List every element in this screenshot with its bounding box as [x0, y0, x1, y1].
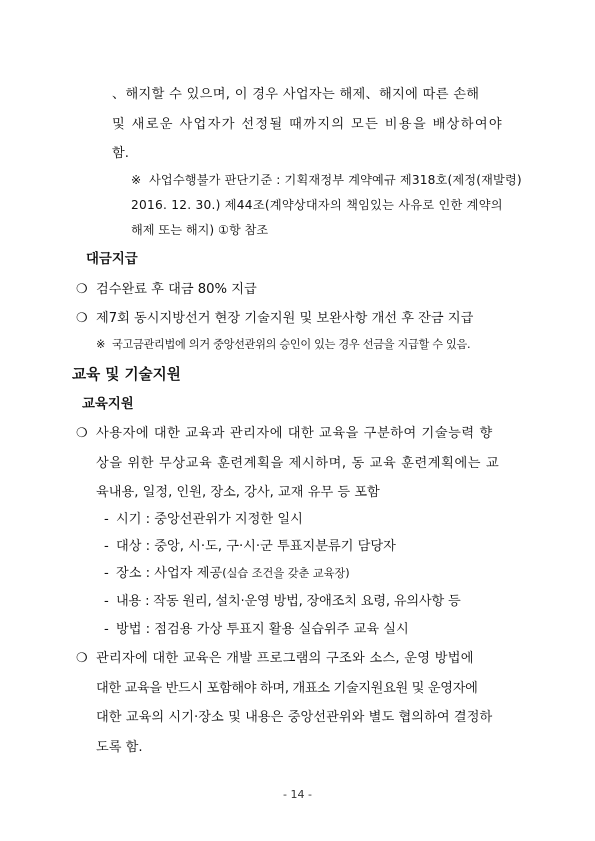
edu-detail-item: 시기 : 중앙선관위가 지정한 일시	[116, 512, 303, 527]
page-number: - 14 -	[283, 788, 312, 801]
edu-detail-item: 내용 : 작동 원리, 설치·운영 방법, 장애조치 요령, 유의사항 등	[116, 594, 461, 609]
section-heading-payment: 대금지급	[86, 252, 138, 267]
edu-line	[96, 651, 552, 667]
edu-line: 육내용, 일정, 인원, 장소, 강사, 교재 유무 등 포함	[96, 485, 380, 500]
text: 관리자에 대한 교육은 개발 프로그램의 구조와 소스, 운영 방법에	[96, 651, 474, 666]
subsection-heading-education-support: 교육지원	[82, 397, 134, 412]
edu-line: 도록 함.	[96, 740, 143, 755]
edu-detail-item	[116, 566, 350, 582]
note-line: 사업수행불가 판단기준 : 기획재정부 계약예규 제318호(제정(재발령)	[149, 173, 522, 187]
section-heading-education: 교육 및 기술지원	[72, 366, 181, 383]
bullet-icon: ❍	[76, 651, 88, 666]
text-small: (실습 조건을 갖춘 교육장)	[222, 567, 350, 580]
edu-line: 대한 교육의 시기·장소 및 내용은 중앙선관위와 별도 협의하여 결정하	[96, 710, 493, 725]
text: 、해지할 수 있으며, 이 경우 사업자는 해제、해지에 따른 손해	[112, 87, 480, 102]
dash-mark: -	[104, 566, 109, 581]
edu-detail-item: 대상 : 중앙, 시·도, 구·시·군 투표지분류기 담당자	[116, 539, 396, 554]
bullet-icon: ❍	[76, 282, 88, 297]
note-mark: ※	[96, 338, 106, 351]
bullet-icon: ❍	[76, 426, 88, 441]
body-line: 및 새로운 사업자가 선정될 때까지의 모든 비용을 배상하여야	[112, 117, 504, 132]
payment-item: 검수완료 후 대금 80% 지급	[96, 282, 257, 297]
dash-mark: -	[104, 594, 109, 609]
note-line: 해제 또는 해지) ①항 참조	[131, 223, 269, 237]
dash-mark: -	[104, 622, 109, 637]
body-line: 함.	[112, 146, 129, 161]
note-mark: ※	[131, 173, 142, 187]
payment-item: 제7회 동시지방선거 현장 기술지원 및 보완사항 개선 후 잔금 지급	[96, 311, 474, 326]
edu-line: 대한 교육을 반드시 포함해야 하며, 개표소 기술지원요원 및 운영자에	[96, 681, 478, 696]
edu-line: 상을 위한 무상교육 훈련계획을 제시하며, 동 교육 훈련계획에는 교	[96, 456, 500, 471]
dash-mark: -	[104, 539, 109, 554]
edu-line	[96, 426, 550, 442]
body-line	[112, 87, 572, 103]
note-line: 2016. 12. 30.) 제44조(계약상대자의 책임있는 사유로 인한 계약의	[131, 198, 503, 212]
text: 장소 : 사업자 제공	[116, 566, 223, 581]
edu-detail-item: 방법 : 점검용 가상 투표지 활용 실습위주 교육 실시	[116, 622, 409, 637]
text: 사용자에 대한 교육과 관리자에 대한 교육을 구분하여 기술능력 향	[96, 426, 493, 441]
note-line: 국고금관리법에 의거 중앙선관위의 승인이 있는 경우 선금을 지급할 수 있음.	[112, 338, 471, 351]
bullet-icon: ❍	[76, 311, 88, 326]
dash-mark: -	[104, 512, 109, 527]
